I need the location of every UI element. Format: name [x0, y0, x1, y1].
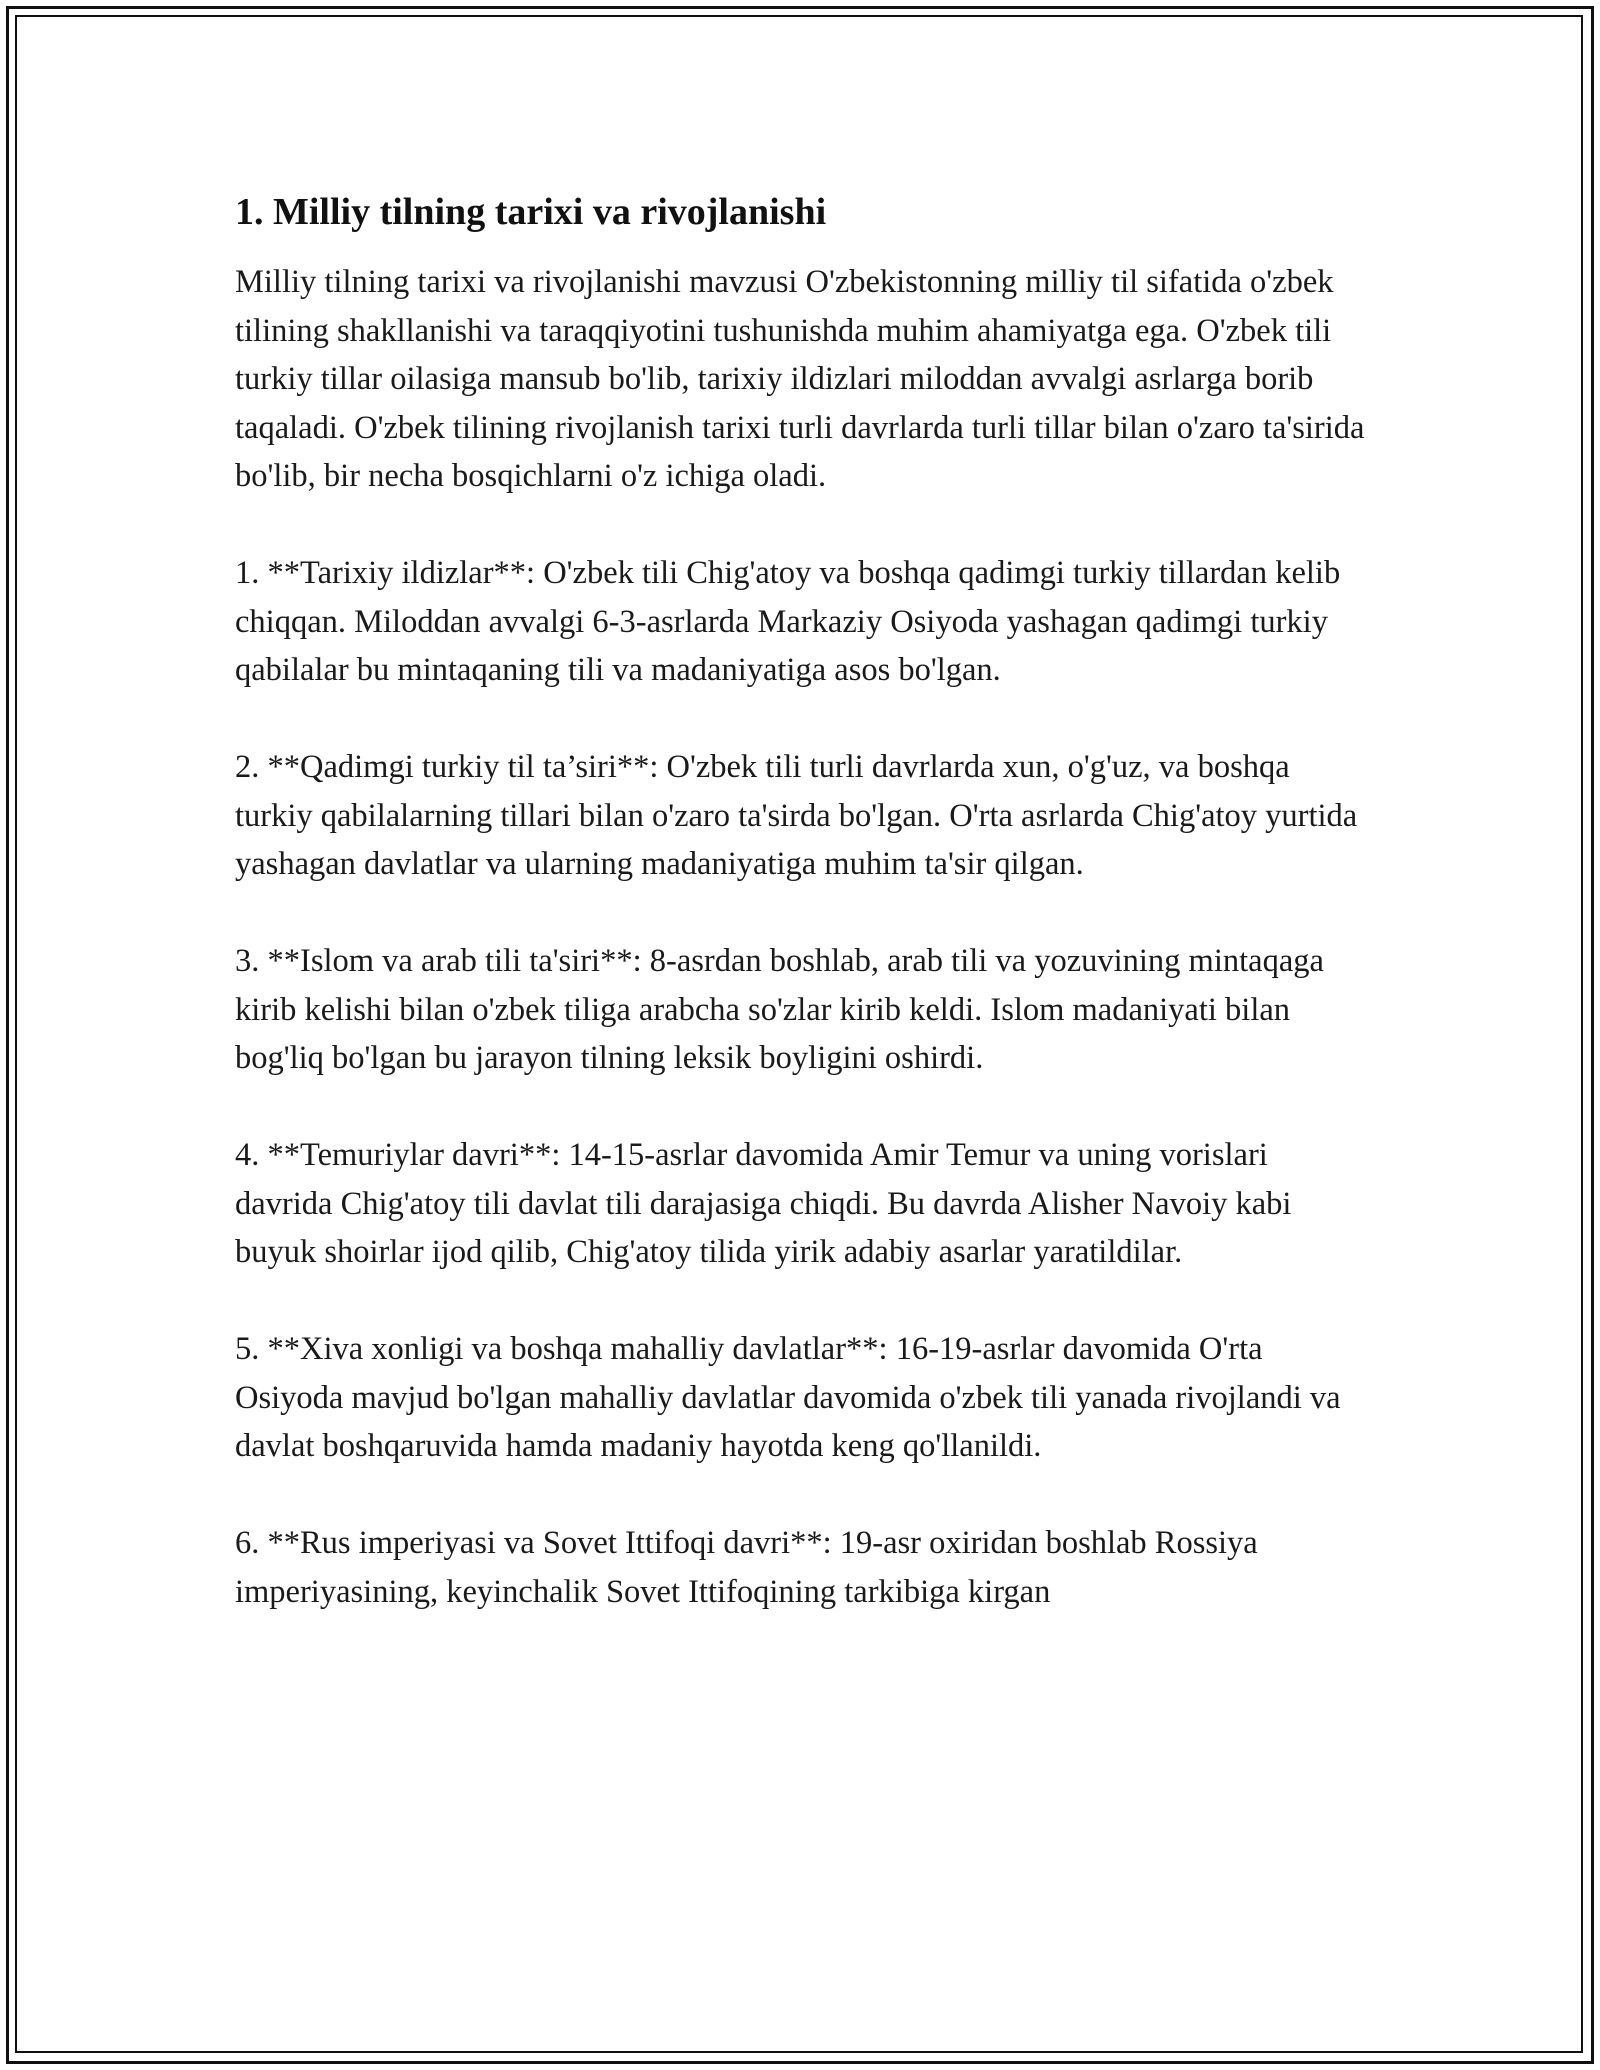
list-item-xiva-xonligi: 5. **Xiva xonligi va boshqa mahalliy davlatlar**: 16-19-asrlar davomida O'rta Osiyoda mavjud bo'lgan mahalliy davlatlar davomida o'zbek tili yanada rivojlandi va davlat boshqaruvida hamda madaniy hayotda keng qo'llanildi.	[235, 1331, 1341, 1464]
list-item-tarixiy-ildizlar: 1. **Tarixiy ildizlar**: O'zbek tili Chig'atoy va boshqa qadimgi turkiy tillardan kelib chiqqan. Miloddan avvalgi 6-3-asrlarda Markaziy Osiyoda yashagan qadimgi turkiy qabilalar bu mintaqaning tili va madaniyatiga asos bo'lgan.	[235, 555, 1341, 688]
list-item-temuriylar-davri: 4. **Temuriylar davri**: 14-15-asrlar davomida Amir Temur va uning vorislari davrida Chig'atoy tili davlat tili darajasiga chiqdi. Bu davrda Alisher Navoiy kabi buyuk shoirlar ijod qilib, Chig'atoy tilida yirik adabiy asarlar yaratildilar.	[235, 1137, 1292, 1270]
list-item-qadimgi-turkiy-til: 2. **Qadimgi turkiy til ta’siri**: O'zbek tili turli davrlarda xun, o'g'uz, va boshqa turkiy qabilalarning tillari bilan o'zaro ta'sirda bo'lgan. O'rta asrlarda Chig'atoy yurtida yashagan davlatlar va ularning madaniyatiga muhim ta'sir qilgan.	[235, 749, 1358, 882]
intro-paragraph: Milliy tilning tarixi va rivojlanishi mavzusi O'zbekistonning milliy til sifatida o'zbek tilining shakllanishi va taraqqiyotini tushunishda muhim ahamiyatga ega. O'zbek tili turkiy tillar oilasiga mansub bo'lib, tarixiy ildizlari miloddan avvalgi asrlarga borib taqaladi. O'zbek tilining rivojlanish tarixi turli davrlarda turli tillar bilan o'zaro ta'sirida bo'lib, bir necha bosqichlarni o'z ichiga oladi.	[235, 264, 1365, 494]
page-title: 1. Milliy tilning tarixi va rivojlanishi	[235, 191, 827, 233]
list-item-rus-imperiyasi: 6. **Rus imperiyasi va Sovet Ittifoqi davri**: 19-asr oxiridan boshlab Rossiya imperiyasining, keyinchalik Sovet Ittifoqining tarkibiga kirgan	[235, 1525, 1258, 1610]
document-body	[235, 188, 1365, 1616]
list-item-islom-arab-tili: 3. **Islom va arab tili ta'siri**: 8-asrdan boshlab, arab tili va yozuvining mintaqaga kirib kelishi bilan o'zbek tiliga arabcha so'zlar kirib keldi. Islom madaniyati bilan bog'liq bo'lgan bu jarayon tilning leksik boyligini oshirdi.	[235, 943, 1324, 1076]
